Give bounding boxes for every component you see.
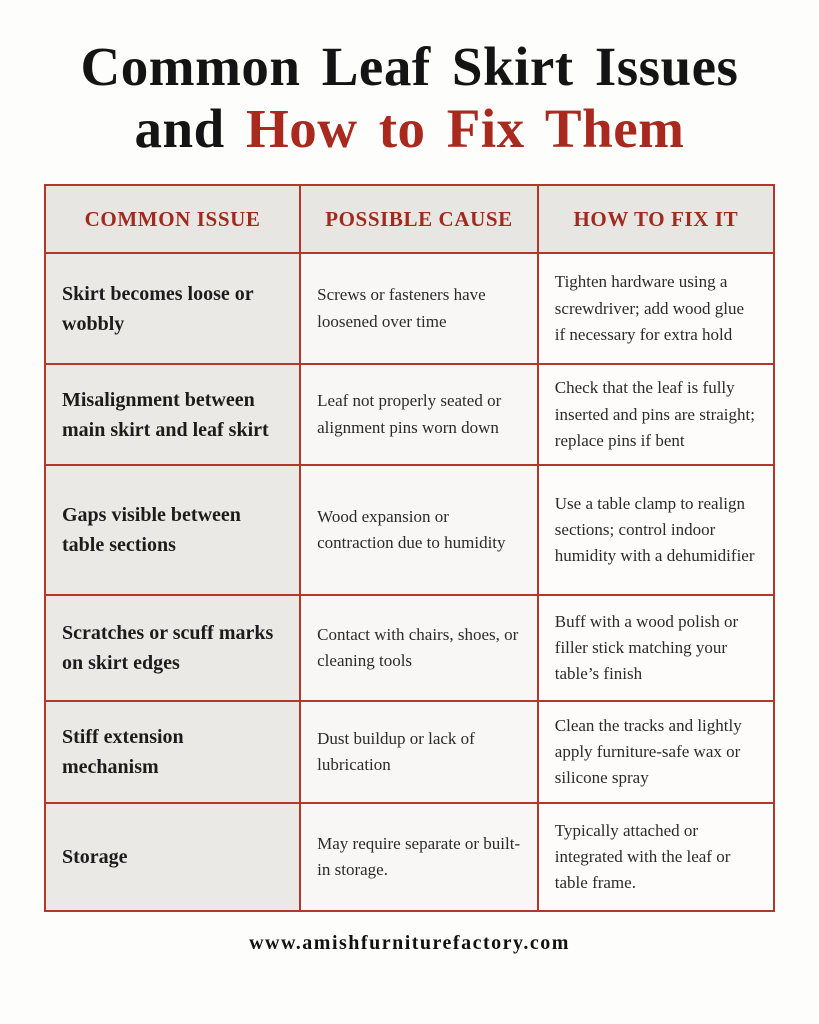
fix-cell: Clean the tracks and lightly apply furniture-safe wax or silicone spray <box>538 701 774 803</box>
footer-website-url: www.amishfurniturefactory.com <box>249 932 570 955</box>
column-header-possible-cause: POSSIBLE CAUSE <box>300 185 538 253</box>
cause-cell: Contact with chairs, shoes, or cleaning tools <box>300 595 538 701</box>
table-row <box>45 803 774 911</box>
cause-cell: May require separate or built-in storage. <box>300 803 538 911</box>
issue-cell: Storage <box>45 803 300 911</box>
cause-cell: Dust buildup or lack of lubrication <box>300 701 538 803</box>
title-line-1 <box>0 36 819 98</box>
table-header-row <box>45 185 774 253</box>
fix-cell: Tighten hardware using a screwdriver; add wood glue if necessary for extra hold <box>538 253 774 364</box>
issue-cell: Gaps visible between table sections <box>45 465 300 595</box>
issue-cell: Stiff extension mechanism <box>45 701 300 803</box>
column-header-common-issue: COMMON ISSUE <box>45 185 300 253</box>
issue-cell: Misalignment between main skirt and leaf skirt <box>45 364 300 465</box>
title-line-2 <box>0 98 819 160</box>
table-row <box>45 364 774 465</box>
title-prefix-black: and <box>134 97 246 159</box>
fix-cell: Buff with a wood polish or filler stick matching your table’s finish <box>538 595 774 701</box>
title-highlight-red: How to Fix Them <box>245 97 685 159</box>
cause-cell: Leaf not properly seated or alignment pins worn down <box>300 364 538 465</box>
table-row <box>45 595 774 701</box>
table-row <box>45 253 774 364</box>
cause-cell: Wood expansion or contraction due to humidity <box>300 465 538 595</box>
issue-cell: Skirt becomes loose or wobbly <box>45 253 300 364</box>
column-header-how-to-fix-it: HOW TO FIX IT <box>538 185 774 253</box>
table-row <box>45 701 774 803</box>
issue-cell: Scratches or scuff marks on skirt edges <box>45 595 300 701</box>
fix-cell: Use a table clamp to realign sections; control indoor humidity with a dehumidifier <box>538 465 774 595</box>
fix-cell: Check that the leaf is fully inserted and pins are straight; replace pins if bent <box>538 364 774 465</box>
page-title <box>0 0 819 159</box>
table-row <box>45 465 774 595</box>
issues-table <box>44 184 775 912</box>
cause-cell: Screws or fasteners have loosened over time <box>300 253 538 364</box>
title-text-black: Common Leaf Skirt Issues <box>80 36 739 97</box>
fix-cell: Typically attached or integrated with the leaf or table frame. <box>538 803 774 911</box>
